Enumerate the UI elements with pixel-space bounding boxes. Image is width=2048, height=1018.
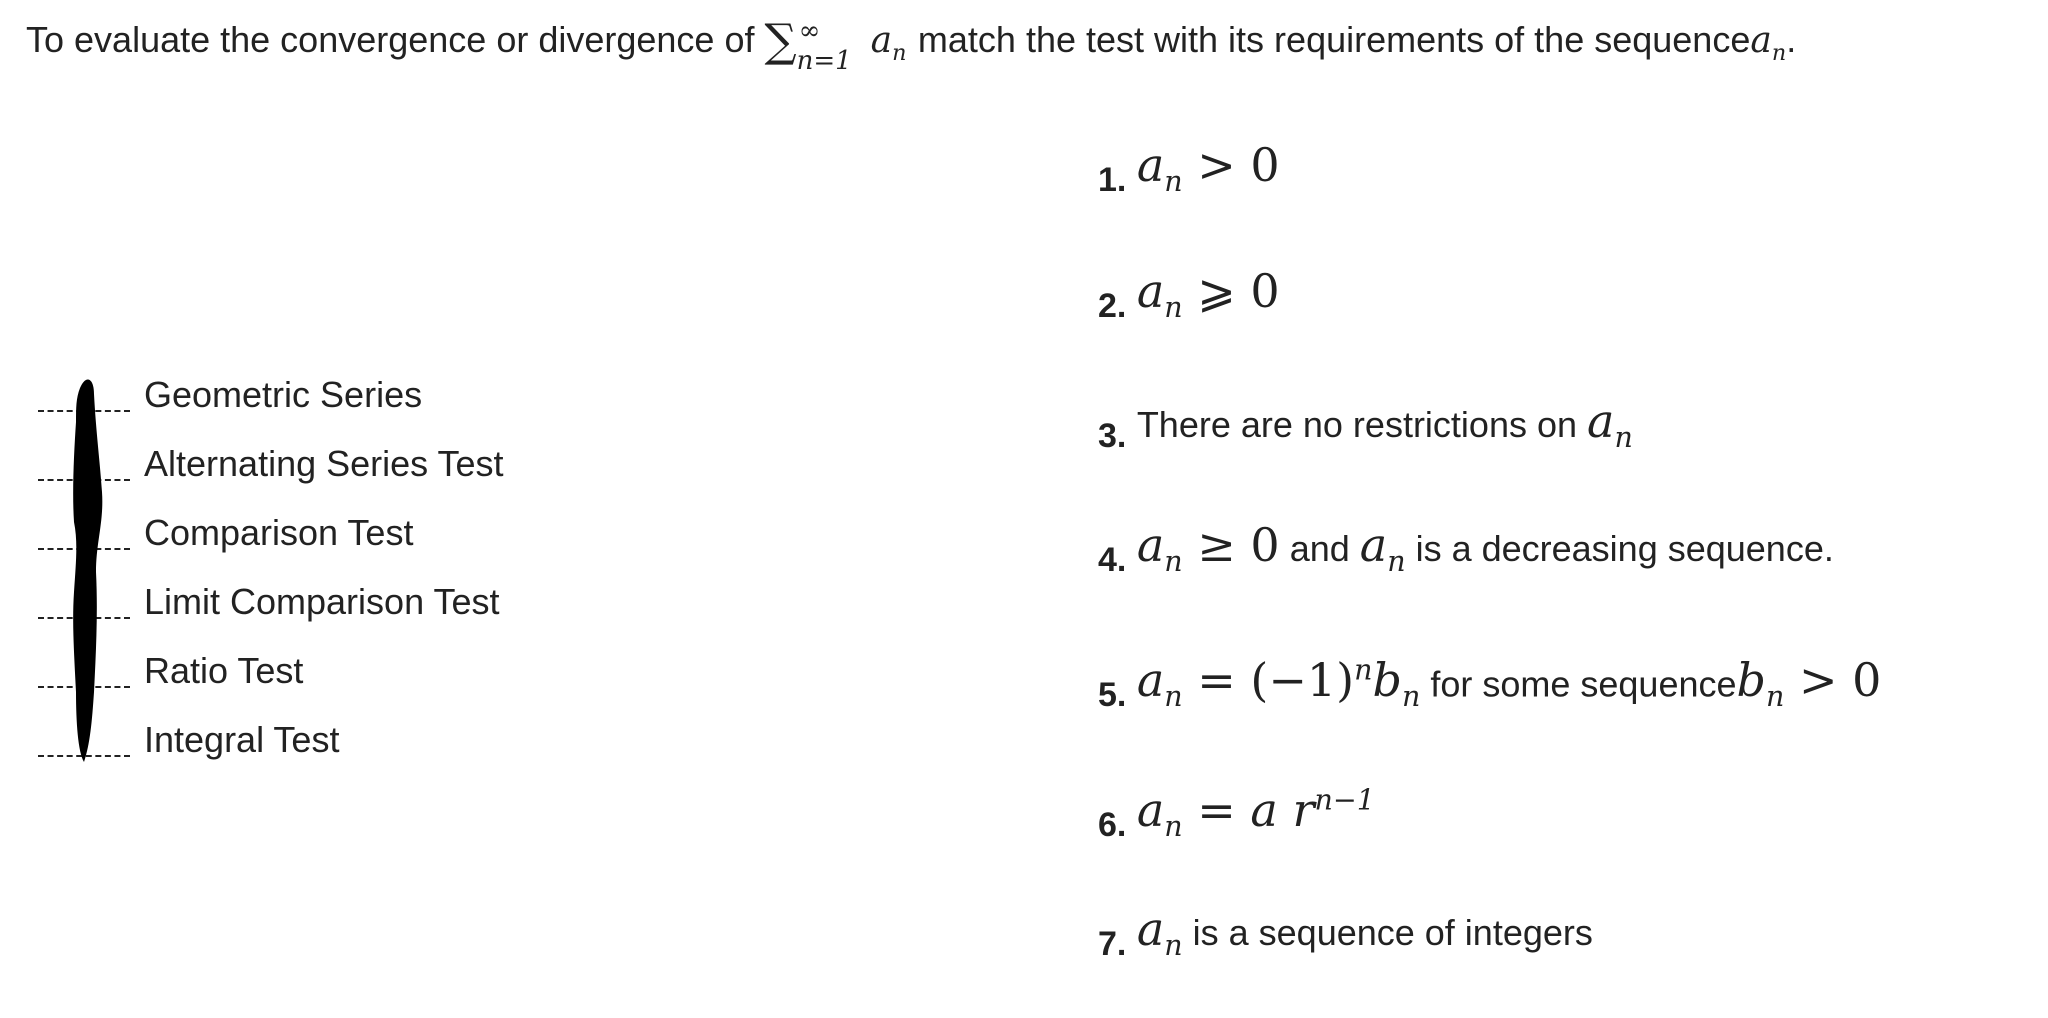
math-relation: ≥ 0 [1182,518,1280,572]
test-label: Geometric Series [144,374,423,415]
requirement-number: 3. [1098,417,1127,455]
math-relation: ⩾ 0 [1182,264,1280,318]
math-var: a [1136,902,1165,956]
math-sub: n [1164,291,1183,325]
requirement-math [1136,783,1375,844]
sum-term-sub: n [892,40,907,67]
requirement-number: 7. [1098,925,1127,963]
math-relation: > 0 [1182,138,1280,192]
requirement-math [1136,902,1183,963]
math-relation: = (−1) [1182,653,1355,708]
math-sub: n [1765,680,1785,714]
requirement-item [1098,520,1834,587]
requirement-item [1098,904,1593,971]
requirement-math [1136,138,1280,199]
sum-upper-limit: ∞ [798,16,821,46]
requirement-number: 5. [1098,676,1127,715]
prompt-seq-var: a [1750,20,1772,61]
math-sub: n [1164,680,1183,714]
requirement-item [1098,646,1881,723]
redaction-scribble [66,372,110,772]
requirement-text: is a sequence of integers [1182,912,1593,953]
requirement-number: 1. [1098,161,1127,199]
requirement-text: is a decreasing sequence. [1405,528,1834,569]
test-label: Limit Comparison Test [144,581,500,622]
test-label: Integral Test [144,719,340,760]
math-var: b [1372,653,1402,708]
math-var: a [1136,264,1165,318]
math-var: a [1587,394,1615,448]
requirement-math [1136,653,1421,714]
test-label: Comparison Test [144,512,414,553]
requirement-number: 2. [1098,287,1127,325]
sum-lower-limit: n=1 [796,46,852,76]
question-prompt [26,12,1796,78]
math-var: a [1136,783,1165,838]
prompt-end-punct: . [1786,19,1797,60]
prompt-text-before: To evaluate the convergence or divergence of [26,19,755,60]
math-var: a [1136,518,1165,572]
math-sub: n [1164,165,1183,199]
requirement-item [1098,140,1280,207]
math-sup: n−1 [1314,784,1375,817]
math-sub: n [1164,929,1183,963]
sigma-symbol: ∑ [764,14,797,67]
requirement-text: and [1279,528,1360,569]
math-relation: > 0 [1784,653,1882,708]
math-var: a [1136,653,1165,708]
requirement-number: 6. [1098,806,1127,845]
math-sub: n [1164,545,1183,579]
math-sub: n [1614,421,1633,455]
math-var: a [1359,518,1388,572]
prompt-seq-sub: n [1771,40,1787,67]
requirement-item [1098,396,1633,463]
math-sub: n [1164,810,1183,844]
test-label: Ratio Test [144,650,304,691]
math-var: b [1736,653,1766,708]
requirement-math [1136,518,1280,579]
requirement-math [1136,264,1280,325]
math-sub: n [1401,680,1421,714]
test-label: Alternating Series Test [144,443,504,484]
requirement-number: 4. [1098,541,1127,579]
requirement-math [1736,653,1882,714]
prompt-text-after: match the test with its requirements of the sequence [917,19,1751,60]
math-var: a [1136,138,1165,192]
math-sub: n [1387,545,1406,579]
prompt-sequence [1750,20,1787,67]
requirement-item [1098,266,1280,333]
sum-term: a [870,20,893,61]
summation-expression [764,14,918,76]
requirement-math [1587,394,1633,455]
requirement-text: There are no restrictions on [1136,404,1588,445]
requirement-item [1098,776,1375,853]
requirement-text: for some sequence [1420,663,1737,705]
math-sup: n [1354,654,1373,687]
math-relation: = a r [1182,783,1315,838]
requirement-math [1359,518,1406,579]
